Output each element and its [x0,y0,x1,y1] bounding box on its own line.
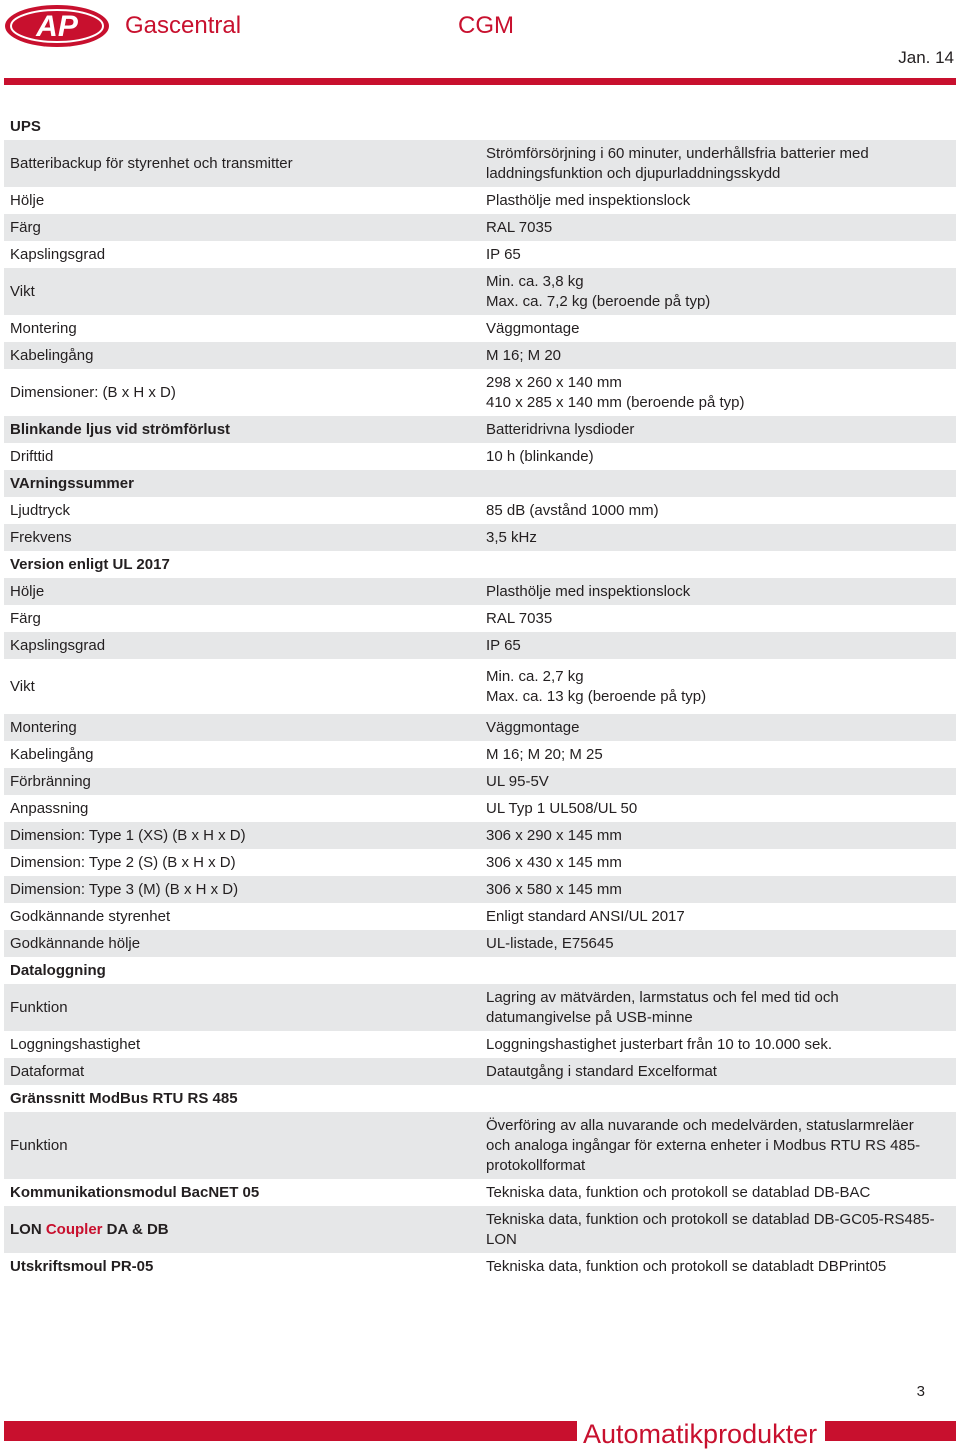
spec-label: Funktion [10,998,68,1016]
spec-row [4,1179,956,1206]
spec-label: Frekvens [10,528,72,546]
spec-value: Loggningshastighet justerbart från 10 to 10.000 sek. [486,1035,833,1053]
spec-row [4,342,956,369]
spec-row [4,241,956,268]
spec-row [4,957,956,984]
spec-value: Min. ca. 2,7 kg Max. ca. 13 kg (beroende på typ) [486,667,707,705]
spec-label [10,1220,486,1240]
spec-value: 298 x 260 x 140 mm 410 x 285 x 140 mm (beroende på typ) [486,373,745,411]
spec-value: RAL 7035 [486,218,553,236]
header-rule [4,78,956,85]
spec-label: Utskriftsmoul PR-05 [10,1257,154,1275]
spec-row [4,876,956,903]
page-number: 3 [916,1383,925,1400]
spec-value: Plasthölje med inspektionslock [486,191,691,209]
spec-label: Dataloggning [10,961,106,979]
spec-value: Enligt standard ANSI/UL 2017 [486,907,685,925]
spec-row [4,1031,956,1058]
spec-label: Vikt [10,282,35,300]
brand-name: Gascentral [125,12,242,39]
spec-label: Dimension: Type 1 (XS) (B x H x D) [10,826,246,844]
spec-value: M 16; M 20 [486,346,562,364]
spec-label-part: DA & DB [102,1220,169,1238]
spec-value: Överföring av alla nuvarande och medelvärden, statuslarmreläer och analoga ingångar för externa enheter i Modbus RTU RS 485-protokollformat [486,1116,921,1174]
spec-label: Godkännande styrenhet [10,907,171,925]
spec-row [4,768,956,795]
spec-row [4,315,956,342]
spec-label: Anpassning [10,799,89,817]
spec-row [4,1112,956,1179]
spec-value: Plasthölje med inspektionslock [486,582,691,600]
page-header [0,0,960,90]
document-date: Jan. 14 [898,48,954,67]
spec-row [4,930,956,957]
spec-label: Godkännande hölje [10,934,141,952]
spec-row [4,1253,956,1280]
spec-value: Väggmontage [486,319,580,337]
spec-label: VArningssummer [10,474,134,492]
spec-label: Dimension: Type 2 (S) (B x H x D) [10,853,236,871]
spec-label: Kabelingång [10,346,94,364]
spec-label: Kabelingång [10,745,94,763]
spec-value: M 16; M 20; M 25 [486,745,603,763]
spec-label: Gränssnitt ModBus RTU RS 485 [10,1089,238,1107]
spec-label: Funktion [10,1136,68,1154]
spec-row [4,524,956,551]
spec-value: IP 65 [486,245,521,263]
spec-row [4,470,956,497]
ap-logo [4,4,110,48]
spec-value: RAL 7035 [486,609,553,627]
spec-label: Förbränning [10,772,91,790]
spec-row [4,795,956,822]
spec-row [4,497,956,524]
spec-label: Hölje [10,191,45,209]
spec-label-part: LON [10,1220,46,1238]
page-footer [4,1419,956,1449]
spec-label: Loggningshastighet [10,1035,141,1053]
logo-text: AP [36,10,78,43]
spec-row [4,659,956,714]
spec-row [4,214,956,241]
spec-row [4,903,956,930]
spec-row [4,632,956,659]
spec-value: UL 95-5V [486,772,549,790]
spec-row [4,187,956,214]
spec-value: Min. ca. 3,8 kg Max. ca. 7,2 kg (beroende på typ) [486,272,711,310]
spec-value: 3,5 kHz [486,528,537,546]
spec-row [4,605,956,632]
spec-value: 306 x 580 x 145 mm [486,880,622,898]
spec-value: Tekniska data, funktion och protokoll se datablad DB-GC05-RS485-LON [486,1210,935,1248]
spec-label: Kapslingsgrad [10,245,106,263]
footer-label: Automatikprodukter [577,1421,825,1441]
spec-label: Färg [10,218,41,236]
spec-label: Montering [10,319,77,337]
spec-row [4,443,956,470]
spec-value: UL-listade, E75645 [486,934,614,952]
spec-label: UPS [10,117,41,135]
spec-value: IP 65 [486,636,521,654]
spec-row [4,113,956,140]
spec-row [4,416,956,443]
spec-row [4,741,956,768]
spec-row [4,551,956,578]
spec-row [4,140,956,187]
spec-row [4,714,956,741]
spec-label: Montering [10,718,77,736]
spec-label: Dimensioner: (B x H x D) [10,383,176,401]
spec-value: Batteridrivna lysdioder [486,420,635,438]
spec-row [4,268,956,315]
spec-row [4,1085,956,1112]
spec-row [4,1058,956,1085]
spec-value: Strömförsörjning i 60 minuter, underhållsfria batterier med laddningsfunktion och djupurladdningsskydd [486,144,869,182]
spec-value: 85 dB (avstånd 1000 mm) [486,501,659,519]
spec-value: 10 h (blinkande) [486,447,594,465]
spec-value: UL Typ 1 UL508/UL 50 [486,799,638,817]
document-title: CGM [458,12,514,39]
spec-row [4,578,956,605]
spec-label: Färg [10,609,41,627]
spec-row [4,822,956,849]
spec-label: Dimension: Type 3 (M) (B x H x D) [10,880,239,898]
spec-row [4,849,956,876]
spec-label: Vikt [10,677,35,695]
spec-label: Batteribackup för styrenhet och transmitter [10,154,293,172]
spec-label: Kapslingsgrad [10,636,106,654]
spec-row [4,1206,956,1253]
spec-value: Väggmontage [486,718,580,736]
spec-label-part: Coupler [45,1220,103,1238]
spec-row [4,984,956,1031]
spec-table [4,113,956,1280]
spec-value: Tekniska data, funktion och protokoll se databladt DBPrint05 [486,1257,887,1275]
spec-row [4,369,956,416]
spec-value: Tekniska data, funktion och protokoll se datablad DB-BAC [486,1183,871,1201]
spec-value: Lagring av mätvärden, larmstatus och fel med tid och datumangivelse på USB-minne [486,988,839,1026]
spec-label: Dataformat [10,1062,85,1080]
spec-label: Ljudtryck [10,501,71,519]
spec-value: 306 x 430 x 145 mm [486,853,622,871]
spec-label: Kommunikationsmodul BacNET 05 [10,1183,260,1201]
spec-label: Blinkande ljus vid strömförlust [10,420,231,438]
spec-label: Version enligt UL 2017 [10,555,170,573]
spec-value: Datautgång i standard Excelformat [486,1062,717,1080]
spec-label: Drifttid [10,447,54,465]
spec-value: 306 x 290 x 145 mm [486,826,622,844]
spec-label: Hölje [10,582,45,600]
